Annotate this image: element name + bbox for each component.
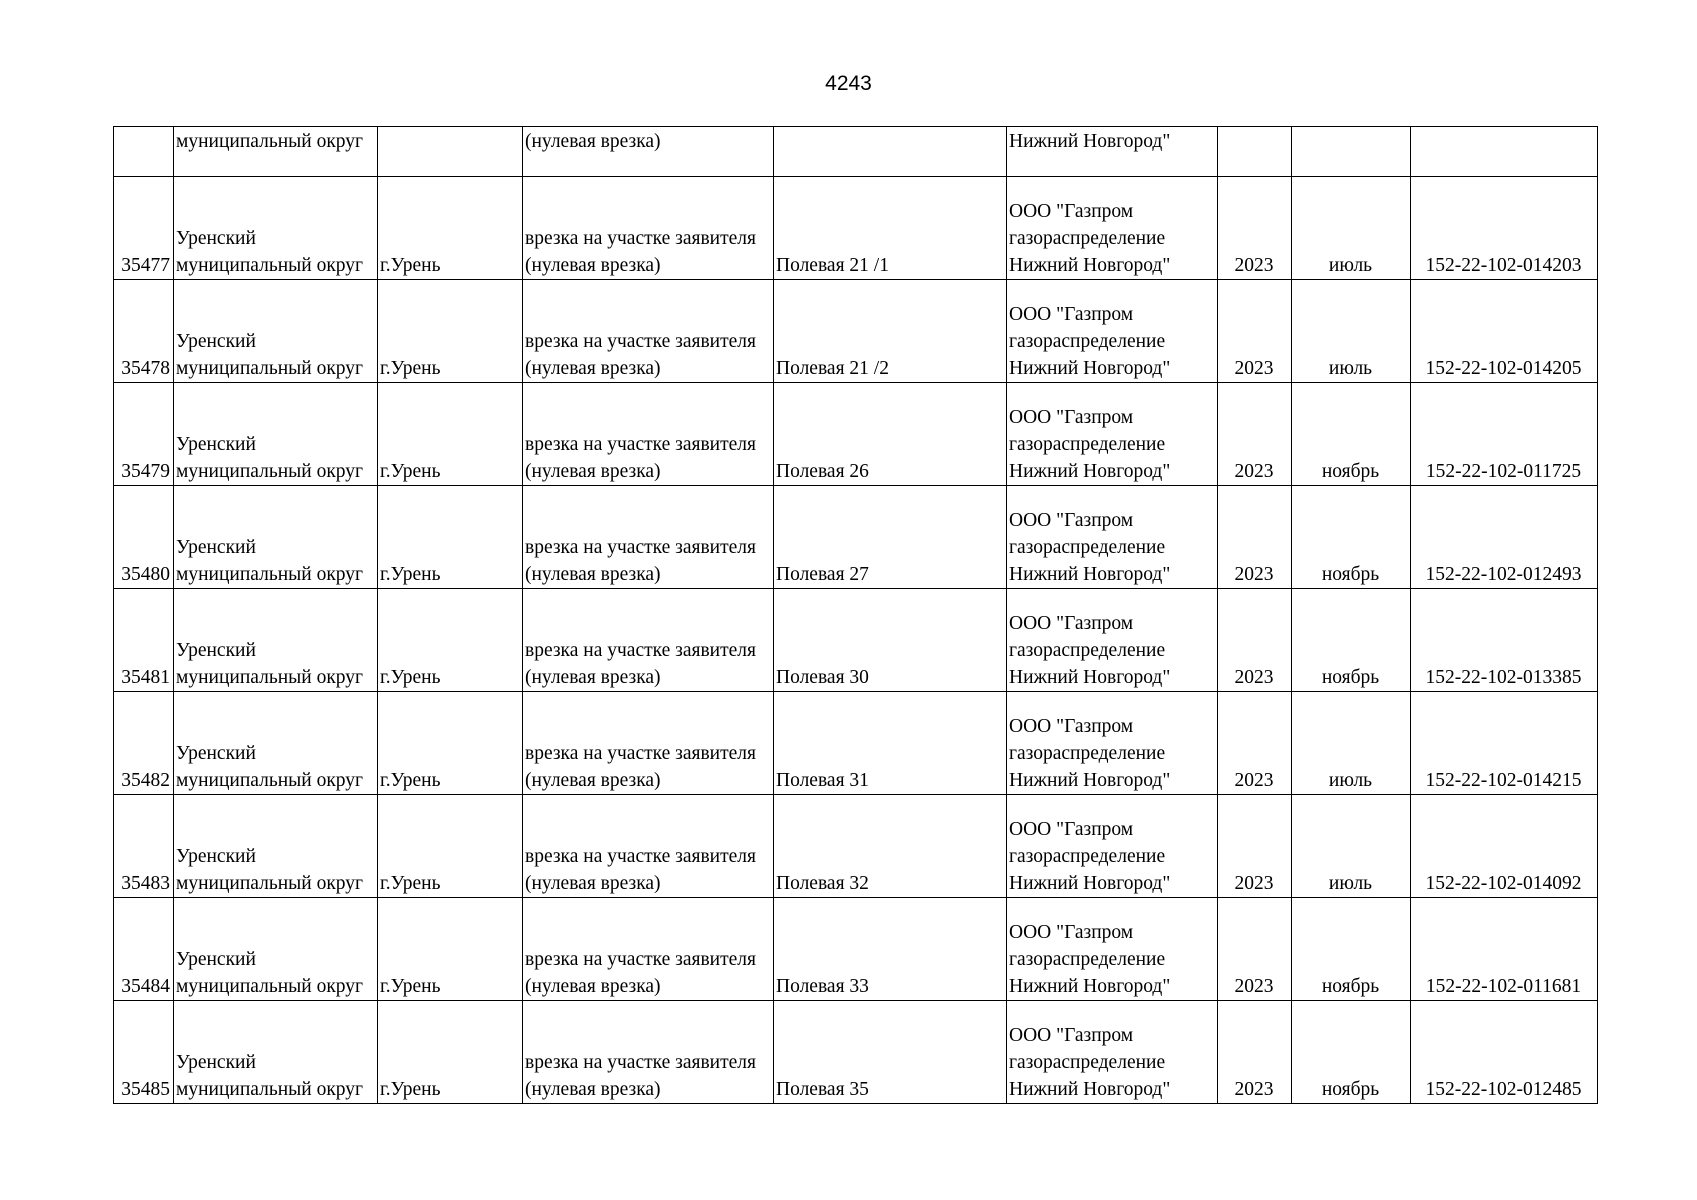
cell-code: 152-22-102-011681: [1411, 898, 1598, 1001]
cell-town: г.Урень: [378, 280, 523, 383]
cell-district-line: муниципальный округ: [176, 461, 364, 482]
cell-year: 2023: [1218, 692, 1292, 795]
cell-organization: [1007, 795, 1218, 898]
cell-month: ноябрь: [1292, 486, 1411, 589]
cell-organization-line: газораспределение: [1009, 434, 1166, 455]
cell-year: 2023: [1218, 795, 1292, 898]
cell-organization: [1007, 383, 1218, 486]
cell-organization-line: газораспределение: [1009, 949, 1166, 970]
cell-organization-line: ООО "Газпром: [1009, 716, 1134, 737]
cell-organization-line: ООО "Газпром: [1009, 510, 1134, 531]
cell-organization-line: газораспределение: [1009, 228, 1166, 249]
cell-organization-line: Нижний Новгород": [1009, 358, 1171, 379]
cell-work-type-line: (нулевая врезка): [525, 564, 661, 585]
cell-street: Полевая 31: [774, 692, 1007, 795]
cell-organization-line: Нижний Новгород": [1009, 1079, 1171, 1100]
cell-district-line: Уренский: [176, 846, 256, 867]
cell-number: 35482: [114, 692, 174, 795]
cell-organization: [1007, 177, 1218, 280]
cell-year: 2023: [1218, 898, 1292, 1001]
cell-year: 2023: [1218, 177, 1292, 280]
cell-work-type-line: врезка на участке заявителя: [525, 743, 756, 764]
cell-street: Полевая 26: [774, 383, 1007, 486]
cell-street: [774, 127, 1007, 177]
cell-work-type-line: врезка на участке заявителя: [525, 228, 756, 249]
cell-year: 2023: [1218, 280, 1292, 383]
cell-town: г.Урень: [378, 1001, 523, 1104]
cell-organization-line: Нижний Новгород": [1009, 770, 1171, 791]
cell-organization: [1007, 486, 1218, 589]
cell-month: ноябрь: [1292, 383, 1411, 486]
cell-district-line: муниципальный округ: [176, 255, 364, 276]
cell-organization-line: Нижний Новгород": [1009, 461, 1171, 482]
cell-organization-line: газораспределение: [1009, 640, 1166, 661]
cell-district-line: муниципальный округ: [176, 873, 364, 894]
cell-code: 152-22-102-012485: [1411, 1001, 1598, 1104]
cell-number: [114, 127, 174, 177]
cell-organization-line: ООО "Газпром: [1009, 922, 1134, 943]
cell-number: 35479: [114, 383, 174, 486]
cell-work-type-line: (нулевая врезка): [525, 667, 661, 688]
cell-organization-line: ООО "Газпром: [1009, 613, 1134, 634]
cell-district-line: муниципальный округ: [176, 976, 364, 997]
cell-work-type-line: (нулевая врезка): [525, 358, 661, 379]
cell-district: [174, 692, 378, 795]
table-row: [114, 589, 1598, 692]
cell-district-line: Уренский: [176, 537, 256, 558]
cell-month: [1292, 127, 1411, 177]
cell-street: Полевая 32: [774, 795, 1007, 898]
cell-code: [1411, 127, 1598, 177]
cell-month: ноябрь: [1292, 898, 1411, 1001]
cell-district: [174, 795, 378, 898]
cell-month: июль: [1292, 177, 1411, 280]
cell-month: ноябрь: [1292, 589, 1411, 692]
cell-town: г.Урень: [378, 589, 523, 692]
cell-work-type-line: врезка на участке заявителя: [525, 537, 756, 558]
cell-code: 152-22-102-014215: [1411, 692, 1598, 795]
cell-district-line: муниципальный округ: [176, 667, 364, 688]
cell-organization-line: газораспределение: [1009, 331, 1166, 352]
cell-town: г.Урень: [378, 486, 523, 589]
cell-district: [174, 589, 378, 692]
cell-organization: Нижний Новгород": [1007, 127, 1218, 177]
cell-town: г.Урень: [378, 177, 523, 280]
cell-number: 35481: [114, 589, 174, 692]
cell-street: Полевая 30: [774, 589, 1007, 692]
cell-work-type: (нулевая врезка): [523, 127, 774, 177]
cell-number: 35478: [114, 280, 174, 383]
cell-organization: [1007, 280, 1218, 383]
cell-code: 152-22-102-014205: [1411, 280, 1598, 383]
cell-month: ноябрь: [1292, 1001, 1411, 1104]
cell-work-type: [523, 280, 774, 383]
cell-work-type-line: (нулевая врезка): [525, 461, 661, 482]
cell-year: 2023: [1218, 1001, 1292, 1104]
cell-district-line: муниципальный округ: [176, 358, 364, 379]
cell-district-line: Уренский: [176, 434, 256, 455]
cell-organization: [1007, 898, 1218, 1001]
cell-organization-line: ООО "Газпром: [1009, 407, 1134, 428]
table-row: [114, 280, 1598, 383]
cell-district-line: Уренский: [176, 228, 256, 249]
cell-district-line: муниципальный округ: [176, 1079, 364, 1100]
cell-work-type-line: врезка на участке заявителя: [525, 434, 756, 455]
cell-street: Полевая 35: [774, 1001, 1007, 1104]
cell-work-type-line: (нулевая врезка): [525, 1079, 661, 1100]
gasification-table: [113, 126, 1598, 1104]
cell-organization-line: ООО "Газпром: [1009, 1025, 1134, 1046]
cell-number: 35480: [114, 486, 174, 589]
cell-district-line: Уренский: [176, 949, 256, 970]
cell-year: 2023: [1218, 486, 1292, 589]
cell-organization-line: ООО "Газпром: [1009, 819, 1134, 840]
cell-district: [174, 898, 378, 1001]
table-row: [114, 1001, 1598, 1104]
cell-organization: [1007, 1001, 1218, 1104]
cell-organization-line: Нижний Новгород": [1009, 564, 1171, 585]
table-row: [114, 795, 1598, 898]
cell-organization-line: ООО "Газпром: [1009, 201, 1134, 222]
cell-organization: [1007, 692, 1218, 795]
cell-work-type: [523, 795, 774, 898]
cell-work-type-line: (нулевая врезка): [525, 770, 661, 791]
cell-work-type-line: врезка на участке заявителя: [525, 949, 756, 970]
continuation-row: [114, 127, 1598, 177]
cell-work-type: [523, 383, 774, 486]
cell-work-type-line: врезка на участке заявителя: [525, 1052, 756, 1073]
cell-number: 35484: [114, 898, 174, 1001]
cell-district: [174, 177, 378, 280]
cell-town: г.Урень: [378, 898, 523, 1001]
cell-organization-line: газораспределение: [1009, 846, 1166, 867]
table-row: [114, 486, 1598, 589]
cell-town: [378, 127, 523, 177]
cell-year: 2023: [1218, 383, 1292, 486]
cell-month: июль: [1292, 795, 1411, 898]
cell-organization-line: Нижний Новгород": [1009, 873, 1171, 894]
cell-district: [174, 486, 378, 589]
cell-street: Полевая 27: [774, 486, 1007, 589]
cell-street: Полевая 33: [774, 898, 1007, 1001]
cell-work-type-line: (нулевая врезка): [525, 255, 661, 276]
cell-street: Полевая 21 /2: [774, 280, 1007, 383]
cell-organization-line: ООО "Газпром: [1009, 304, 1134, 325]
cell-number: 35483: [114, 795, 174, 898]
cell-work-type-line: врезка на участке заявителя: [525, 331, 756, 352]
cell-code: 152-22-102-012493: [1411, 486, 1598, 589]
cell-district-line: муниципальный округ: [176, 564, 364, 585]
cell-organization-line: Нижний Новгород": [1009, 667, 1171, 688]
cell-district-line: муниципальный округ: [176, 770, 364, 791]
cell-code: 152-22-102-013385: [1411, 589, 1598, 692]
cell-town: г.Урень: [378, 692, 523, 795]
cell-district-line: Уренский: [176, 743, 256, 764]
table-row: [114, 383, 1598, 486]
cell-work-type-line: (нулевая врезка): [525, 976, 661, 997]
cell-organization-line: Нижний Новгород": [1009, 976, 1171, 997]
cell-number: 35477: [114, 177, 174, 280]
cell-month: июль: [1292, 692, 1411, 795]
cell-organization: [1007, 589, 1218, 692]
cell-year: 2023: [1218, 589, 1292, 692]
cell-street: Полевая 21 /1: [774, 177, 1007, 280]
cell-month: июль: [1292, 280, 1411, 383]
cell-work-type: [523, 692, 774, 795]
cell-code: 152-22-102-014092: [1411, 795, 1598, 898]
cell-work-type: [523, 177, 774, 280]
cell-district-line: Уренский: [176, 331, 256, 352]
cell-organization-line: Нижний Новгород": [1009, 255, 1171, 276]
cell-town: г.Урень: [378, 795, 523, 898]
cell-work-type-line: (нулевая врезка): [525, 873, 661, 894]
cell-code: 152-22-102-011725: [1411, 383, 1598, 486]
cell-district: муниципальный округ: [174, 127, 378, 177]
cell-work-type: [523, 486, 774, 589]
cell-code: 152-22-102-014203: [1411, 177, 1598, 280]
cell-work-type: [523, 1001, 774, 1104]
cell-work-type-line: врезка на участке заявителя: [525, 640, 756, 661]
table-row: [114, 177, 1598, 280]
cell-organization-line: газораспределение: [1009, 1052, 1166, 1073]
cell-district-line: Уренский: [176, 640, 256, 661]
cell-number: 35485: [114, 1001, 174, 1104]
cell-district: [174, 1001, 378, 1104]
cell-work-type-line: врезка на участке заявителя: [525, 846, 756, 867]
cell-organization-line: газораспределение: [1009, 537, 1166, 558]
cell-organization-line: газораспределение: [1009, 743, 1166, 764]
cell-district: [174, 383, 378, 486]
cell-work-type: [523, 589, 774, 692]
page-number: 4243: [825, 72, 872, 95]
cell-district-line: Уренский: [176, 1052, 256, 1073]
table-row: [114, 898, 1598, 1001]
cell-work-type: [523, 898, 774, 1001]
cell-district: [174, 280, 378, 383]
cell-year: [1218, 127, 1292, 177]
cell-town: г.Урень: [378, 383, 523, 486]
table-row: [114, 692, 1598, 795]
